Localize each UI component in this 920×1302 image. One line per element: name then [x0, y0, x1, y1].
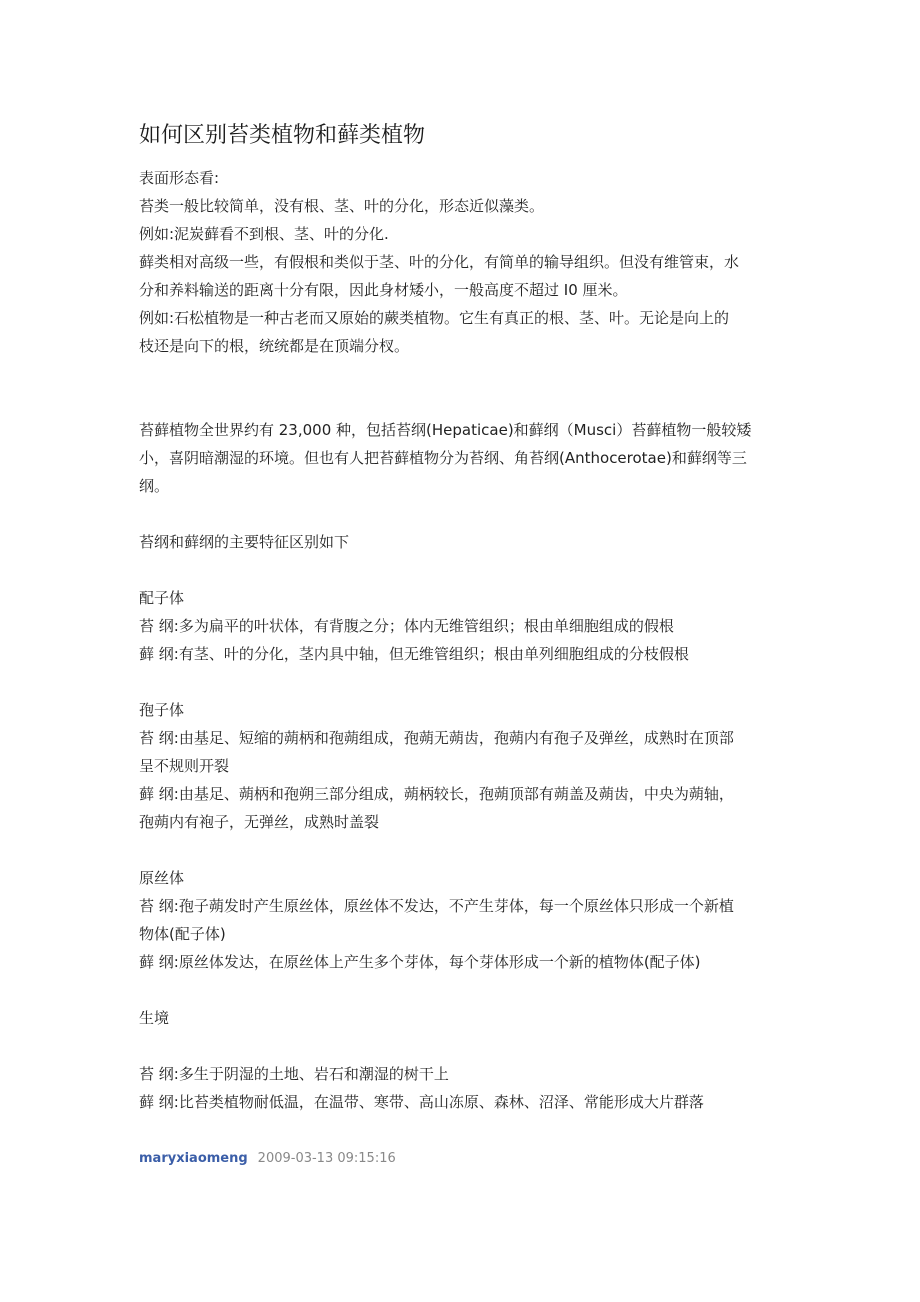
text-line: 藓 纲:比苔类植物耐低温，在温带、寒带、高山冻原、森林、沼泽、常能形成大片群落	[139, 1093, 704, 1111]
post-timestamp: 2009-03-13 09:15:16	[257, 1151, 396, 1166]
text-line: 苔 纲:孢子蒴发时产生原丝体，原丝体不发达，不产生芽体，每一个原丝体只形成一个新植	[139, 897, 734, 915]
section-heading: 配子体	[139, 589, 185, 607]
page-title: 如何区别苔类植物和藓类植物	[139, 123, 426, 148]
spacer	[139, 556, 789, 584]
text-line: 藓 纲:原丝体发达，在原丝体上产生多个芽体，每个芽体形成一个新的植物体(配子体)	[139, 953, 701, 971]
section-gametophyte	[139, 584, 789, 668]
text-line: 例如:泥炭藓看不到根、茎、叶的分化.	[139, 225, 389, 243]
text-line: 苔 纲:由基足、短缩的蒴柄和孢蒴组成，孢蒴无蒴齿，孢蒴内有孢子及弹丝，成熟时在顶部	[139, 729, 734, 747]
section-heading: 原丝体	[139, 869, 185, 887]
text-line: 苔 纲:多生于阴湿的土地、岩石和潮湿的树干上	[139, 1065, 449, 1083]
section-sporophyte	[139, 696, 789, 836]
text-line: 藓类相对高级一些，有假根和类似于茎、叶的分化，有简单的输导组织。但没有维管束，水	[139, 253, 740, 271]
text-line: 例如:石松植物是一种古老而又原始的蕨类植物。它生有真正的根、茎、叶。无论是向上的	[139, 309, 730, 327]
text-line: 物体(配子体)	[139, 925, 226, 943]
text-line: 枝还是向下的根，统统都是在顶端分杈。	[139, 337, 410, 355]
article	[139, 118, 789, 1116]
spacer	[139, 360, 789, 416]
spacer	[139, 976, 789, 1004]
text-line: 藓 纲:由基足、蒴柄和孢朔三部分组成，蒴柄较长，孢蒴顶部有蒴盖及蒴齿，中央为蒴轴，	[139, 785, 734, 803]
spacer	[139, 500, 789, 528]
section-heading: 孢子体	[139, 701, 185, 719]
text-line: 呈不规则开裂	[139, 757, 230, 775]
spacer	[139, 668, 789, 696]
comparison-lead: 苔纲和藓纲的主要特征区别如下	[139, 533, 350, 551]
text-line: 表面形态看:	[139, 169, 220, 187]
spacer	[139, 1032, 789, 1060]
text-line: 藓 纲:有茎、叶的分化，茎内具中轴，但无维管组织；根由单列细胞组成的分枝假根	[139, 645, 689, 663]
text-line: 分和养料输送的距离十分有限，因此身材矮小，一般高度不超过 I0 厘米。	[139, 281, 628, 299]
intro-block	[139, 164, 789, 360]
text-line: 苔 纲:多为扁平的叶状体，有背腹之分；体内无维管组织；根由单细胞组成的假根	[139, 617, 674, 635]
text-line: 孢蒴内有袍子，无弹丝，成熟时盖裂	[139, 813, 380, 831]
overview-block	[139, 416, 789, 500]
section-protonema	[139, 864, 789, 976]
post-footer	[139, 1148, 396, 1170]
section-heading: 生境	[139, 1009, 170, 1027]
section-habitat	[139, 1004, 789, 1116]
text-line: 苔类一般比较简单，没有根、茎、叶的分化，形态近似藻类。	[139, 197, 545, 215]
text-line: 小，喜阴暗潮湿的环境。但也有人把苔藓植物分为苔纲、角苔纲(Anthocerotae)和藓纲等三	[139, 449, 747, 467]
text-line: 纲。	[139, 477, 170, 495]
text-line: 苔藓植物全世界约有 23,000 种，包括苔纲(Hepaticae)和藓纲（Musci）苔藓植物一般较矮	[139, 421, 752, 439]
author-link[interactable]: maryxiaomeng	[139, 1151, 248, 1166]
spacer	[139, 836, 789, 864]
